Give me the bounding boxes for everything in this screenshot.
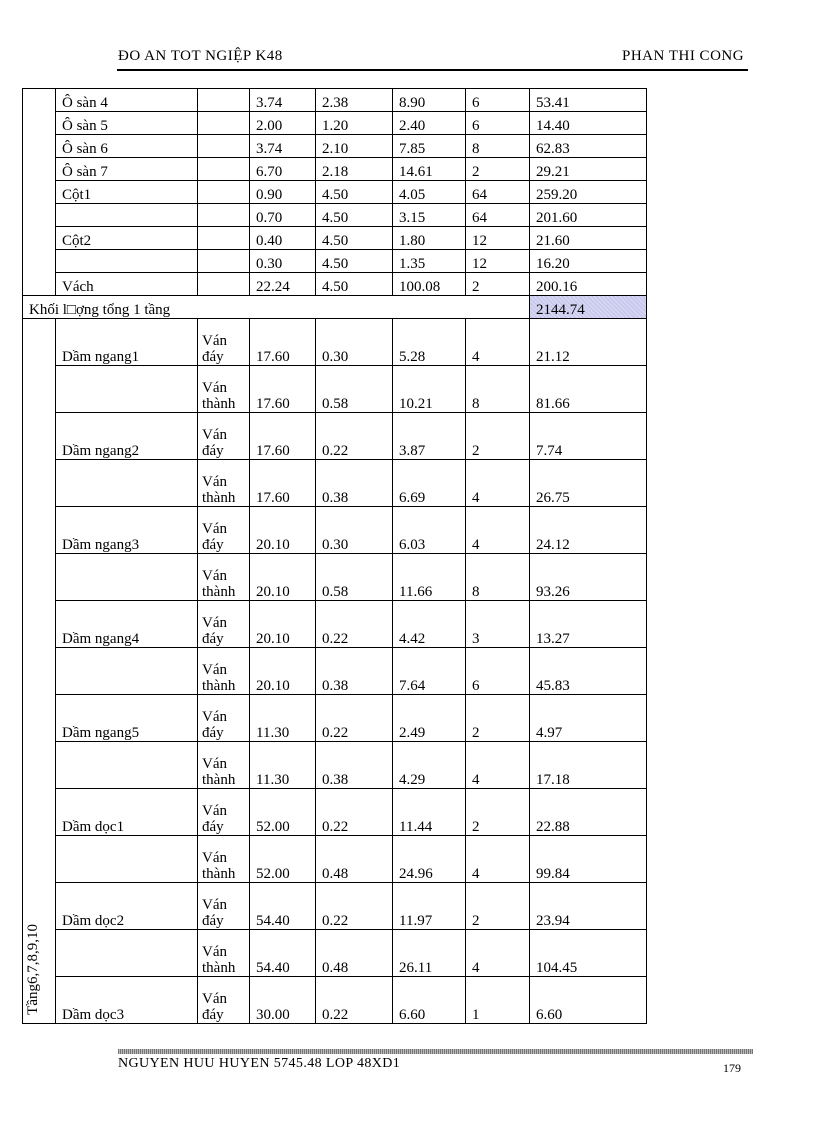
dim-a: 0.40	[250, 227, 316, 250]
table-row	[23, 554, 647, 601]
upper-section	[23, 89, 647, 296]
item-name: Dầm dọc2	[56, 883, 198, 930]
total-value: 14.40	[530, 112, 647, 135]
quantity: 3	[466, 601, 530, 648]
dim-a: 22.24	[250, 273, 316, 296]
dim-b: 4.50	[316, 204, 393, 227]
area-value: 1.80	[393, 227, 466, 250]
quantity: 4	[466, 507, 530, 554]
quantity: 8	[466, 366, 530, 413]
total-value: 21.12	[530, 319, 647, 366]
area-value: 2.40	[393, 112, 466, 135]
dim-a: 11.30	[250, 695, 316, 742]
dim-a: 0.30	[250, 250, 316, 273]
area-value: 3.87	[393, 413, 466, 460]
dim-b: 0.58	[316, 554, 393, 601]
quantity: 4	[466, 930, 530, 977]
item-name: Dầm ngang2	[56, 413, 198, 460]
item-name	[56, 648, 198, 695]
item-name	[56, 204, 198, 227]
item-name	[56, 742, 198, 789]
formwork-type: Ván đáy	[198, 977, 250, 1024]
total-value: 7.74	[530, 413, 647, 460]
formwork-type	[198, 158, 250, 181]
dim-b: 2.10	[316, 135, 393, 158]
dim-a: 20.10	[250, 601, 316, 648]
floor-label-cell	[23, 89, 56, 296]
table-row	[23, 695, 647, 742]
total-value: 93.26	[530, 554, 647, 601]
quantity: 4	[466, 742, 530, 789]
total-value: 81.66	[530, 366, 647, 413]
dim-a: 54.40	[250, 930, 316, 977]
dim-b: 0.22	[316, 789, 393, 836]
item-name: Ô sàn 6	[56, 135, 198, 158]
quantity: 2	[466, 789, 530, 836]
formwork-type	[198, 250, 250, 273]
total-value: 4.97	[530, 695, 647, 742]
area-value: 7.85	[393, 135, 466, 158]
header-left-title: ĐO AN TOT NGIỆP K48	[118, 48, 283, 64]
dim-a: 17.60	[250, 319, 316, 366]
area-value: 1.35	[393, 250, 466, 273]
area-value: 24.96	[393, 836, 466, 883]
dim-a: 20.10	[250, 554, 316, 601]
dim-b: 0.58	[316, 366, 393, 413]
table-row	[23, 319, 647, 366]
area-value: 14.61	[393, 158, 466, 181]
formwork-type: Ván đáy	[198, 883, 250, 930]
item-name	[56, 366, 198, 413]
dim-b: 0.48	[316, 836, 393, 883]
total-value: 62.83	[530, 135, 647, 158]
quantity: 64	[466, 204, 530, 227]
total-value: 13.27	[530, 601, 647, 648]
total-value: 21.60	[530, 227, 647, 250]
header-rule	[117, 69, 748, 71]
footer-rule	[118, 1049, 753, 1054]
dim-a: 17.60	[250, 460, 316, 507]
quantity: 6	[466, 648, 530, 695]
table-row	[23, 601, 647, 648]
formwork-type	[198, 204, 250, 227]
dim-b: 4.50	[316, 250, 393, 273]
dim-b: 0.30	[316, 319, 393, 366]
quantity: 4	[466, 460, 530, 507]
dim-b: 0.22	[316, 413, 393, 460]
dim-a: 11.30	[250, 742, 316, 789]
area-value: 4.42	[393, 601, 466, 648]
formwork-type: Ván thành	[198, 460, 250, 507]
item-name	[56, 930, 198, 977]
dim-b: 0.38	[316, 742, 393, 789]
formwork-type: Ván thành	[198, 836, 250, 883]
quantity: 2	[466, 413, 530, 460]
quantity: 1	[466, 977, 530, 1024]
table-row	[23, 135, 647, 158]
area-value: 100.08	[393, 273, 466, 296]
dim-a: 6.70	[250, 158, 316, 181]
area-value: 11.66	[393, 554, 466, 601]
area-value: 6.03	[393, 507, 466, 554]
formwork-type: Ván đáy	[198, 413, 250, 460]
table-row	[23, 158, 647, 181]
dim-b: 0.48	[316, 930, 393, 977]
total-value: 200.16	[530, 273, 647, 296]
quantity: 64	[466, 181, 530, 204]
table-row	[23, 273, 647, 296]
formwork-type: Ván đáy	[198, 507, 250, 554]
total-value: 17.18	[530, 742, 647, 789]
item-name: Dầm dọc3	[56, 977, 198, 1024]
formwork-type: Ván thành	[198, 366, 250, 413]
total-value: 104.45	[530, 930, 647, 977]
item-name: Vách	[56, 273, 198, 296]
area-value: 6.69	[393, 460, 466, 507]
total-section	[23, 296, 647, 319]
formwork-type: Ván đáy	[198, 789, 250, 836]
dim-b: 0.22	[316, 883, 393, 930]
quantity: 4	[466, 836, 530, 883]
item-name	[56, 250, 198, 273]
dim-b: 2.18	[316, 158, 393, 181]
dim-b: 4.50	[316, 181, 393, 204]
formwork-type: Ván thành	[198, 742, 250, 789]
area-value: 8.90	[393, 89, 466, 112]
total-value: 22.88	[530, 789, 647, 836]
table-row	[23, 789, 647, 836]
total-value: 24.12	[530, 507, 647, 554]
formwork-type	[198, 112, 250, 135]
table-row	[23, 250, 647, 273]
formwork-type: Ván đáy	[198, 695, 250, 742]
area-value: 5.28	[393, 319, 466, 366]
area-value: 11.44	[393, 789, 466, 836]
dim-a: 2.00	[250, 112, 316, 135]
formwork-type	[198, 181, 250, 204]
table-row	[23, 883, 647, 930]
dim-a: 52.00	[250, 789, 316, 836]
area-value: 4.05	[393, 181, 466, 204]
item-name: Dầm ngang3	[56, 507, 198, 554]
formwork-type	[198, 273, 250, 296]
total-value: 29.21	[530, 158, 647, 181]
item-name: Ô sàn 7	[56, 158, 198, 181]
floor-label: Tầng6,7,8,9,10	[25, 924, 41, 1015]
dim-a: 54.40	[250, 883, 316, 930]
quantity: 6	[466, 89, 530, 112]
quantity: 2	[466, 273, 530, 296]
item-name: Ô sàn 5	[56, 112, 198, 135]
dim-a: 17.60	[250, 413, 316, 460]
area-value: 7.64	[393, 648, 466, 695]
formwork-type	[198, 227, 250, 250]
item-name: Dầm ngang4	[56, 601, 198, 648]
area-value: 3.15	[393, 204, 466, 227]
footer-author: NGUYEN HUU HUYEN 5745.48 LOP 48XD1	[118, 1056, 401, 1071]
formwork-type: Ván đáy	[198, 319, 250, 366]
formwork-type: Ván đáy	[198, 601, 250, 648]
table-row	[23, 112, 647, 135]
table-row	[23, 89, 647, 112]
table-row	[23, 366, 647, 413]
quantity: 6	[466, 112, 530, 135]
total-value: 99.84	[530, 836, 647, 883]
area-value: 6.60	[393, 977, 466, 1024]
area-value: 10.21	[393, 366, 466, 413]
dim-a: 52.00	[250, 836, 316, 883]
total-value: 16.20	[530, 250, 647, 273]
dim-b: 4.50	[316, 227, 393, 250]
table-row	[23, 648, 647, 695]
quantity: 2	[466, 883, 530, 930]
lower-section	[23, 319, 647, 1024]
dim-a: 3.74	[250, 89, 316, 112]
item-name: Dầm ngang5	[56, 695, 198, 742]
quantity: 12	[466, 227, 530, 250]
table-row	[23, 930, 647, 977]
dim-a: 0.70	[250, 204, 316, 227]
quantity: 12	[466, 250, 530, 273]
table-row	[23, 181, 647, 204]
header-right-title: PHAN THI CONG	[622, 48, 745, 64]
area-value: 4.29	[393, 742, 466, 789]
total-value: 45.83	[530, 648, 647, 695]
table-row	[23, 977, 647, 1024]
area-value: 11.97	[393, 883, 466, 930]
dim-b: 4.50	[316, 273, 393, 296]
quantity: 2	[466, 158, 530, 181]
total-value: 259.20	[530, 181, 647, 204]
area-value: 26.11	[393, 930, 466, 977]
page-number: 179	[723, 1061, 741, 1075]
dim-a: 17.60	[250, 366, 316, 413]
formwork-type	[198, 89, 250, 112]
dim-a: 20.10	[250, 507, 316, 554]
table-row	[23, 507, 647, 554]
total-value: 26.75	[530, 460, 647, 507]
total-value: 2144.74	[530, 296, 647, 319]
table-row	[23, 836, 647, 883]
dim-b: 0.30	[316, 507, 393, 554]
item-name: Cột2	[56, 227, 198, 250]
dim-b: 0.38	[316, 460, 393, 507]
area-value: 2.49	[393, 695, 466, 742]
item-name: Dầm ngang1	[56, 319, 198, 366]
item-name	[56, 460, 198, 507]
quantity: 2	[466, 695, 530, 742]
dim-b: 2.38	[316, 89, 393, 112]
dim-b: 0.38	[316, 648, 393, 695]
total-label: Khối l□ợng tổng 1 tầng	[23, 296, 250, 319]
formwork-type: Ván thành	[198, 930, 250, 977]
table-row	[23, 227, 647, 250]
total-value: 6.60	[530, 977, 647, 1024]
item-name	[56, 554, 198, 601]
item-name: Ô sàn 4	[56, 89, 198, 112]
dim-a: 0.90	[250, 181, 316, 204]
total-value: 23.94	[530, 883, 647, 930]
table-row	[23, 413, 647, 460]
quantity: 4	[466, 319, 530, 366]
item-name: Dầm dọc1	[56, 789, 198, 836]
table-row	[23, 204, 647, 227]
dim-b: 1.20	[316, 112, 393, 135]
dim-b: 0.22	[316, 977, 393, 1024]
total-row	[23, 296, 647, 319]
total-value: 53.41	[530, 89, 647, 112]
floor-label-cell	[23, 319, 56, 1024]
formwork-type: Ván thành	[198, 648, 250, 695]
dim-a: 3.74	[250, 135, 316, 158]
dim-b: 0.22	[316, 695, 393, 742]
dim-a: 30.00	[250, 977, 316, 1024]
item-name: Cột1	[56, 181, 198, 204]
quantity: 8	[466, 135, 530, 158]
dim-b: 0.22	[316, 601, 393, 648]
total-value: 201.60	[530, 204, 647, 227]
table-row	[23, 460, 647, 507]
table-row	[23, 742, 647, 789]
quantity-table	[22, 88, 647, 1024]
item-name	[56, 836, 198, 883]
quantity: 8	[466, 554, 530, 601]
formwork-type: Ván thành	[198, 554, 250, 601]
formwork-type	[198, 135, 250, 158]
dim-a: 20.10	[250, 648, 316, 695]
